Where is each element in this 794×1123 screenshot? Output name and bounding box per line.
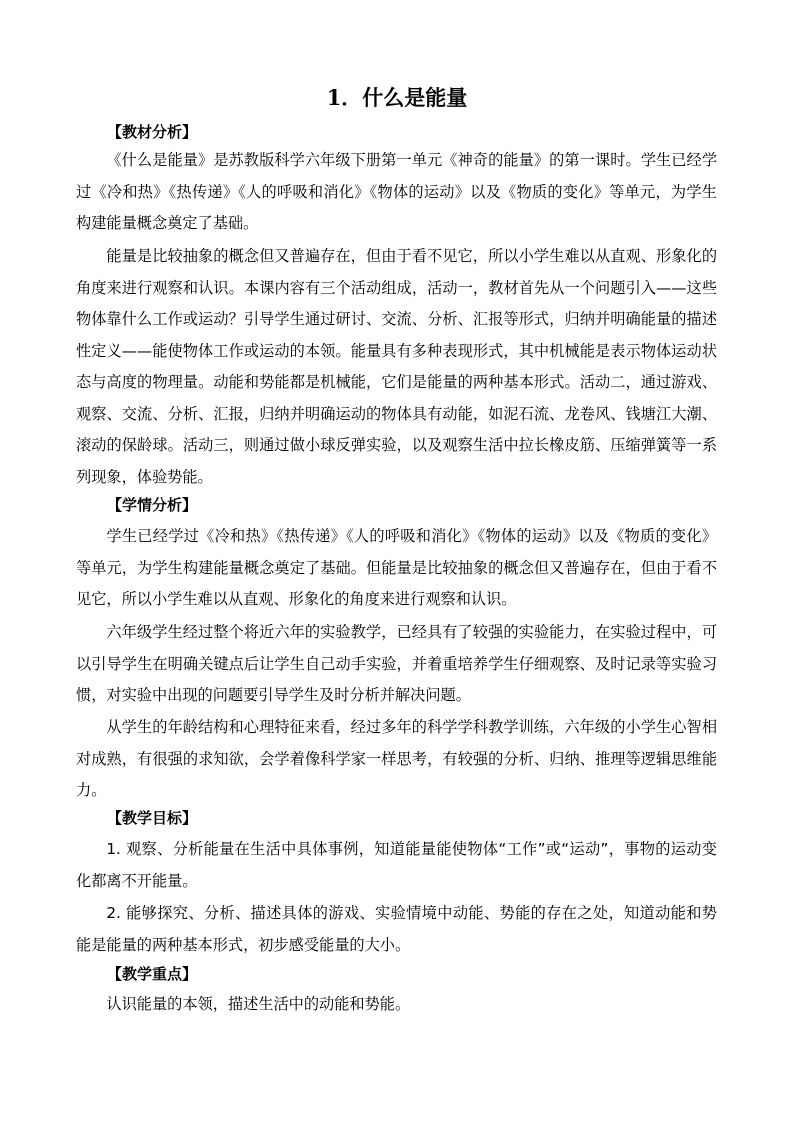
section-heading-textbook-analysis: 【教材分析】 — [107, 123, 198, 141]
paragraph: 《什么是能量》是苏教版科学六年级下册第一单元《神奇的能量》的第一课时。学生已经学过《冷和热》《热传递》《人的呼吸和消化》《物体的运动》以及《物质的变化》等单元，为学生构建能量概念奠定了基础。 — [76, 151, 717, 232]
section-heading-teaching-focus: 【教学重点】 — [107, 965, 198, 983]
document-title: 1．什么是能量 — [326, 85, 468, 110]
paragraph: 认识能量的本领，描述生活中的动能和势能。 — [106, 995, 411, 1013]
paragraph: 2. 能够探究、分析、描述具体的游戏、实验情境中动能、势能的存在之处，知道动能和势能是能量的两种基本形式，初步感受能量的大小。 — [76, 904, 717, 954]
paragraph: 从学生的年龄结构和心理特征来看，经过多年的科学学科教学训练，六年级的小学生心智相对成熟，有很强的求知欲，会学着像科学家一样思考，有较强的分析、归纳、推理等逻辑思维能力。 — [76, 718, 717, 799]
section-heading-teaching-goals: 【教学目标】 — [107, 809, 198, 827]
paragraph: 能量是比较抽象的概念但又普遍存在，但由于看不见它，所以小学生难以从直观、形象化的角度来进行观察和认识。本课内容有三个活动组成，活动一，教材首先从一个问题引入——这些物体靠什么工作或运动？引导学生通过研讨、交流、分析、汇报等形式，归纳并明确能量的描述性定义——能使物体工作或运动的本领。能量具有多种表现形式，其中机械能是表示物体运动状态与高度的物理量。动能和势能都是机械能，它们是能量的两种基本形式。活动二，通过游戏、观察、交流、分析、汇报，归纳并明确运动的物体具有动能，如泥石流、龙卷风、钱塘江大潮、滚动的保龄球。活动三，则通过做小球反弹实验，以及观察生活中拉长橡皮筋、压缩弹簧等一系列现象，体验势能。 — [76, 247, 717, 486]
paragraph: 1. 观察、分析能量在生活中具体事例，知道能量能使物体“工作”或“运动”，事物的运动变化都离不开能量。 — [76, 840, 717, 890]
paragraph: 学生已经学过《冷和热》《热传递》《人的呼吸和消化》《物体的运动》以及《物质的变化》等单元，为学生构建能量概念奠定了基础。但能量是比较抽象的概念但又普遍存在，但由于看不见它，所以小学生难以从直观、形象化的角度来进行观察和认识。 — [76, 527, 717, 608]
section-heading-student-analysis: 【学情分析】 — [107, 496, 198, 514]
paragraph: 六年级学生经过整个将近六年的实验教学，已经具有了较强的实验能力，在实验过程中，可以引导学生在明确关键点后让学生自己动手实验，并着重培养学生仔细观察、及时记录等实验习惯，对实验中出现的问题要引导学生及时分析并解决问题。 — [76, 623, 717, 704]
